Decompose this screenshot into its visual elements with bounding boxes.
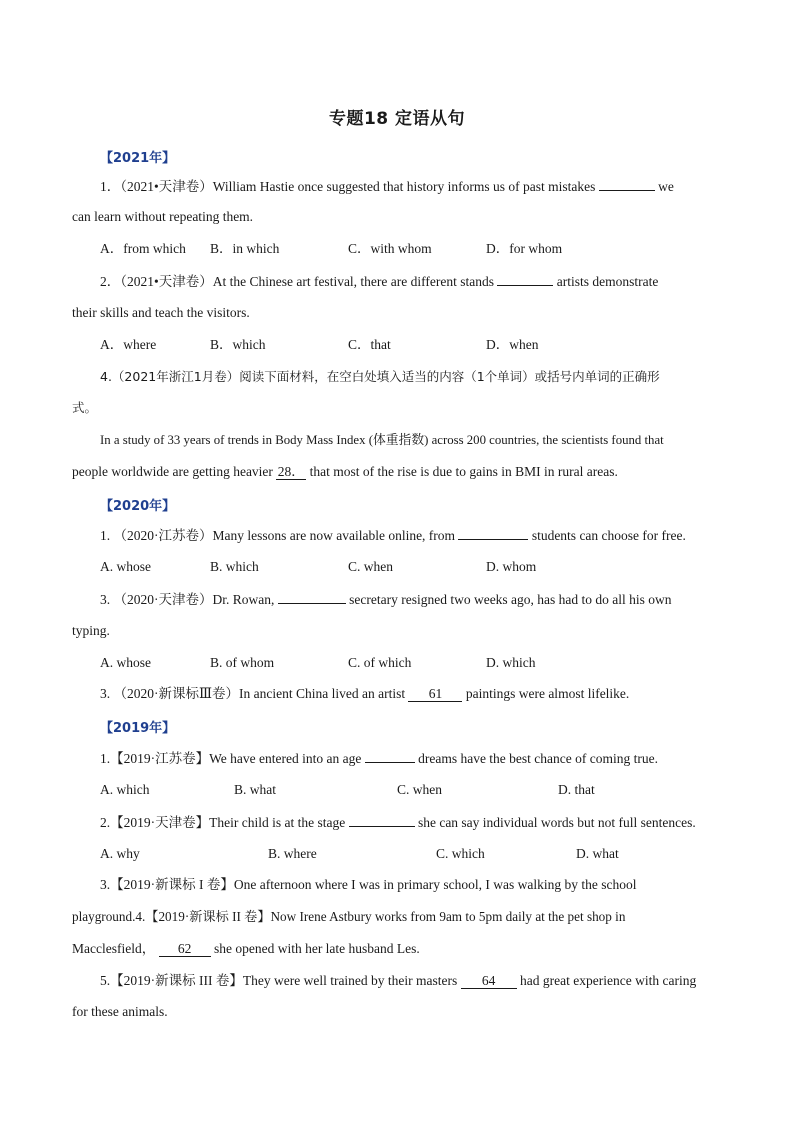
q2019-2-stem-end: she can say individual words but not full sentences. (417, 815, 696, 830)
q2019-1-stem: 1.【2019·江苏卷】We have entered into an age (100, 751, 362, 766)
q2021-1-stem: 1．（2021•天津卷）William Hastie once suggested that history informs us of past mistakes (100, 179, 596, 194)
q2020-3a-line2: typing. (72, 623, 110, 638)
q2021-2-option-b: B．which (210, 337, 266, 352)
q2020-3a-stem-end: secretary resigned two weeks ago, has had to do all his own (349, 592, 672, 607)
section-2020-heading: 【2020年】 (100, 499, 176, 514)
q2020-3b-line1 (100, 685, 629, 703)
q2019-2-option-b: B. where (268, 846, 317, 861)
q2019-2-line1 (100, 813, 696, 832)
q2021-2-line1 (100, 272, 658, 291)
q2020-1-stem: 1. （2020·江苏卷）Many lessons are now available online, from (100, 528, 456, 543)
q2021-4-line1: 4.（2021年浙江1月卷）阅读下面材料，在空白处填入适当的内容（1个单词）或括号内单词的正确形 (100, 369, 660, 384)
q2019-5-stem-end: had great experience with caring (520, 973, 697, 988)
q2020-1-line1 (100, 526, 686, 545)
q2020-1-blank (458, 526, 528, 540)
q2021-4-line2: 式。 (72, 400, 98, 415)
q2021-1-option-d: D．for whom (486, 241, 563, 256)
q2020-3a-option-d: D. which (486, 655, 536, 670)
q2021-2-stem-end: artists demonstrate (556, 274, 659, 289)
q2021-1-line1 (100, 177, 674, 196)
q2020-1-option-d: D. whom (486, 559, 537, 574)
q2019-3-line2: playground.4.【2019·新课标 II 卷】Now Irene Astbury works from 9am to 5pm daily at the pet shop in (72, 909, 626, 924)
q2019-1-option-d: D. that (558, 782, 595, 797)
q2020-3b-answer: 61 (408, 686, 462, 702)
q2021-1-blank (599, 177, 655, 191)
q2019-1-option-a: A. which (100, 782, 150, 797)
q2021-2-option-c: C．that (348, 337, 391, 352)
q2020-1-option-a: A. whose (100, 559, 151, 574)
q2020-3b-stem: 3. （2020·新课标Ⅲ卷）In ancient China lived an artist (100, 686, 406, 701)
q2020-3b-stem-end: paintings were almost lifelike. (465, 686, 630, 701)
q2021-4-answer: 28． (277, 464, 305, 479)
q2021-4-stem-end: that most of the rise is due to gains in BMI in rural areas. (309, 464, 618, 479)
q2020-3a-line1 (100, 590, 672, 609)
q2019-3-line3 (72, 940, 420, 958)
q2019-5-answer: 64 (461, 973, 517, 989)
q2019-2-blank (349, 813, 415, 827)
q2019-2-option-c: C. which (436, 846, 485, 861)
q2021-4-stem: people worldwide are getting heavier (72, 464, 273, 479)
q2019-5-stem: 5.【2019·新课标 III 卷】They were well trained by their masters (100, 973, 458, 988)
q2019-3-stem: Macclesfield， (72, 941, 156, 956)
q2019-5-line1 (100, 972, 696, 990)
q2020-1-option-b: B. which (210, 559, 259, 574)
q2019-1-stem-end: dreams have the best chance of coming true. (418, 751, 658, 766)
q2019-1-blank (365, 749, 415, 763)
q2021-2-option-a: A．where (100, 337, 157, 352)
q2021-4-passage-line2 (72, 463, 618, 481)
section-2021-heading: 【2021年】 (100, 151, 176, 166)
q2019-3-answer: 62 (159, 941, 211, 957)
q2021-1-stem-end: we (658, 179, 674, 194)
q2019-1-option-c: C. when (397, 782, 442, 797)
q2021-1-option-b: B．in which (210, 241, 280, 256)
q2021-2-stem: 2．（2021•天津卷）At the Chinese art festival, there are different stands (100, 274, 494, 289)
q2019-3-stem-end: she opened with her late husband Les. (213, 941, 420, 956)
q2020-3a-option-b: B. of whom (210, 655, 275, 670)
q2021-1-line2: can learn without repeating them. (72, 209, 254, 224)
q2021-2-line2: their skills and teach the visitors. (72, 305, 250, 320)
q2021-1-option-a: A．from which (100, 241, 186, 256)
q2019-1-option-b: B. what (234, 782, 276, 797)
section-2019-heading: 【2019年】 (100, 721, 176, 736)
q2020-3a-blank (278, 590, 346, 604)
q2019-2-option-a: A. why (100, 846, 140, 861)
q2020-1-option-c: C. when (348, 559, 393, 574)
q2020-3a-stem: 3. （2020·天津卷）Dr. Rowan, (100, 592, 275, 607)
q2019-5-line2: for these animals. (72, 1004, 168, 1019)
q2019-3-line1: 3.【2019·新课标 I 卷】One afternoon where I was in primary school, I was walking by the school (100, 877, 637, 892)
q2021-2-blank (497, 272, 553, 286)
page-title: 专题18 定语从句 (328, 109, 466, 129)
q2021-1-option-c: C．with whom (348, 241, 432, 256)
q2019-1-line1 (100, 749, 658, 768)
q2019-2-stem: 2.【2019·天津卷】Their child is at the stage (100, 815, 346, 830)
q2019-2-option-d: D. what (576, 846, 619, 861)
q2020-1-stem-end: students can choose for free. (531, 528, 686, 543)
q2021-4-passage-line1: In a study of 33 years of trends in Body Mass Index (体重指数) across 200 countries, the scientists found that (100, 433, 664, 447)
q2020-3a-option-a: A. whose (100, 655, 151, 670)
q2020-3a-option-c: C. of which (348, 655, 412, 670)
q2021-2-option-d: D．when (486, 337, 539, 352)
